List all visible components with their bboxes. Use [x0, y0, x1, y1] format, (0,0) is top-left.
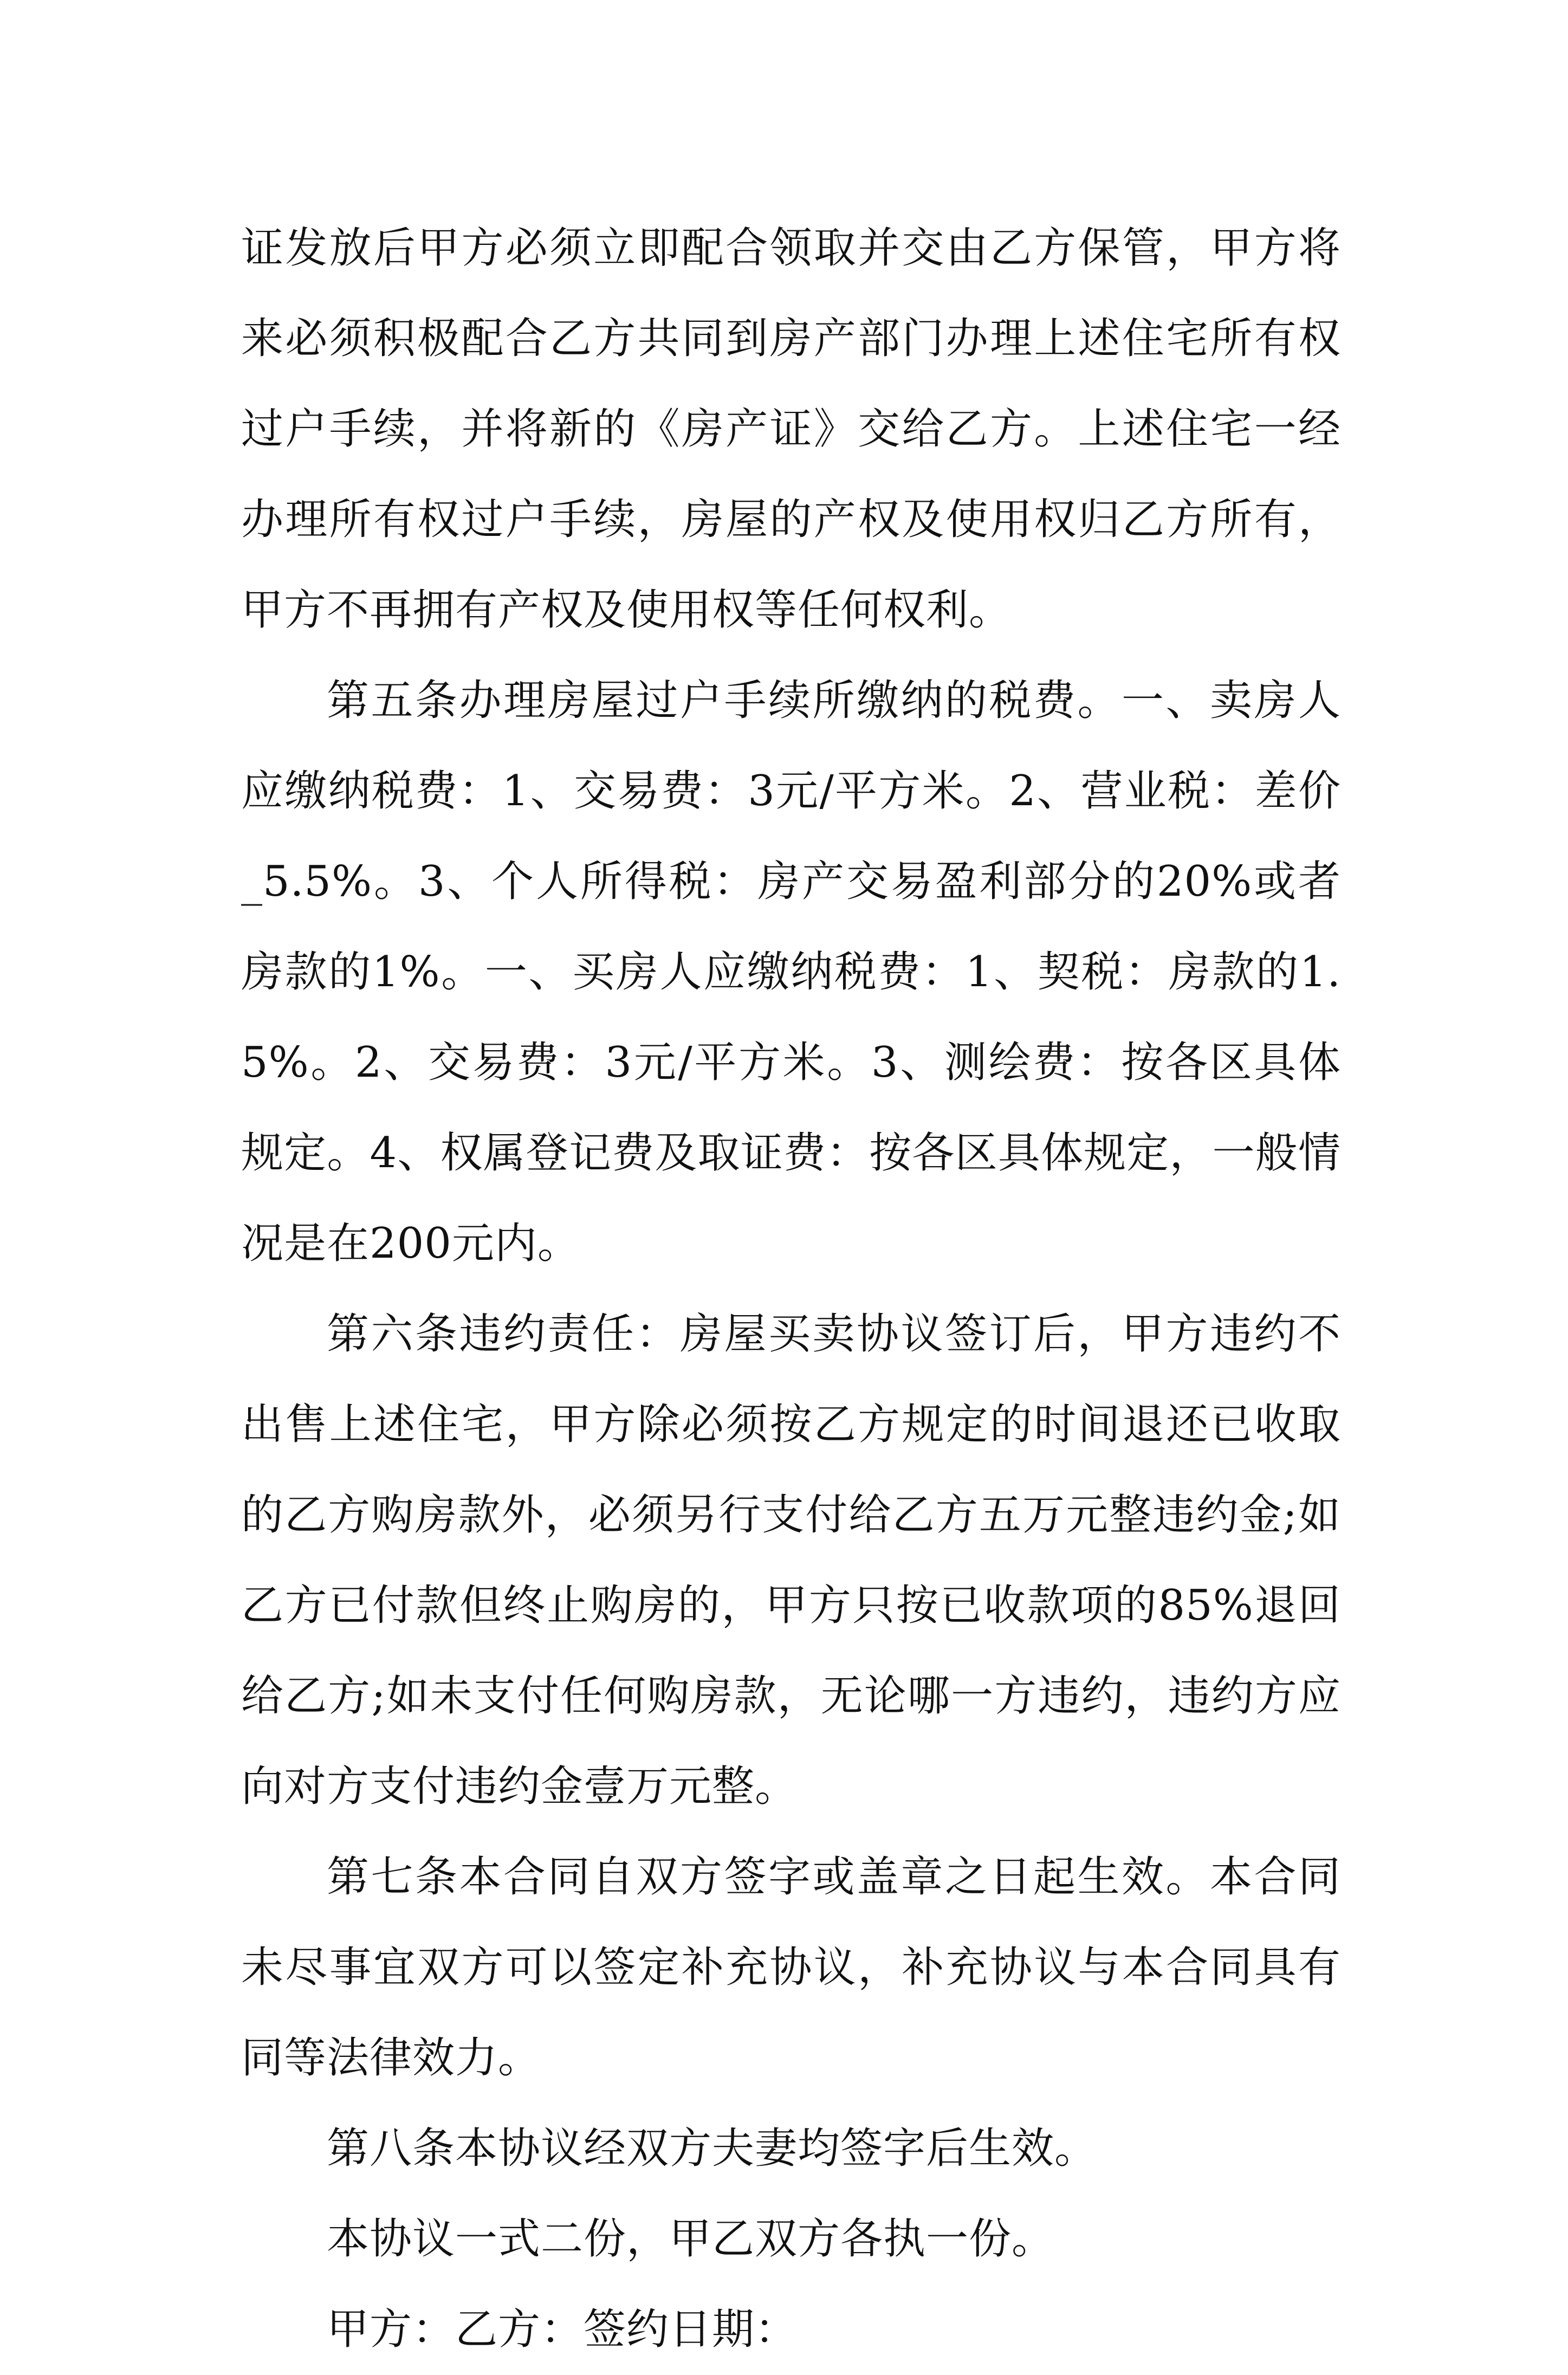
paragraph-article-5-taxes: 第五条办理房屋过户手续所缴纳的税费。一、卖房人应缴纳税费：1、交易费：3元/平方米。2、营业税：差价_5.5%。3、个人所得税：房产交易盈利部分的20%或者房款的1%。一、买房人应缴纳税费：1、契税：房款的1.5%。2、交易费：3元/平方米。3、测绘费：按各区具体规定。4、权属登记费及取证费：按各区具体规定，一般情况是在200元内。: [241, 676, 1341, 1268]
paragraph-property-certificate-transfer: 证发放后甲方必须立即配合领取并交由乙方保管，甲方将来必须积极配合乙方共同到房产部门办理上述住宅所有权过户手续，并将新的《房产证》交给乙方。上述住宅一经办理所有权过户手续，房屋的产权及使用权归乙方所有，甲方不再拥有产权及使用权等任何权利。: [241, 224, 1341, 635]
paragraph-article-8-spouse-signature: 第八条本协议经双方夫妻均签字后生效。: [327, 2124, 1098, 2173]
paragraph-copies-statement: 本协议一式二份，甲乙双方各执一份。: [327, 2215, 1055, 2263]
document-body: [241, 203, 1341, 2375]
paragraph-article-6-breach-liability: 第六条违约责任：房屋买卖协议签订后，甲方违约不出售上述住宅，甲方除必须按乙方规定的时间退还已收取的乙方购房款外，必须另行支付给乙方五万元整违约金;如乙方已付款但终止购房的，甲方只按已收款项的85%退回给乙方;如未支付任何购房款，无论哪一方违约，违约方应向对方支付违约金壹万元整。: [241, 1310, 1341, 1811]
paragraph-article-7-effectiveness: 第七条本合同自双方签字或盖章之日起生效。本合同未尽事宜双方可以签定补充协议，补充协议与本合同具有同等法律效力。: [241, 1853, 1341, 2082]
paragraph-signature-line: 甲方：乙方：签约日期：: [327, 2305, 798, 2354]
